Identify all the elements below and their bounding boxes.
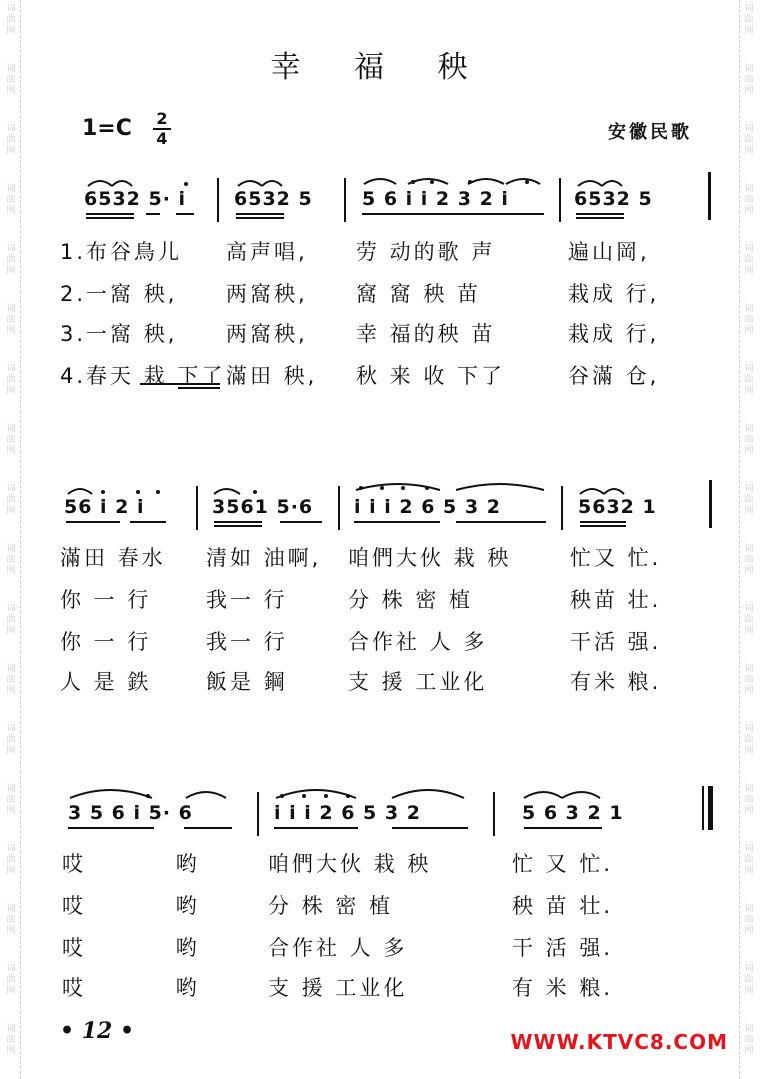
lyric: 飯是 鋼 bbox=[206, 670, 288, 694]
watermark-text: 词 曲 网 bbox=[6, 724, 16, 756]
watermark-text: 词 曲 网 bbox=[744, 484, 754, 516]
watermark-text: 词 曲 网 bbox=[6, 124, 16, 156]
watermark-text: 词 曲 网 bbox=[6, 304, 16, 336]
measure-note: 3 5 6 i 5· 6 bbox=[68, 802, 193, 824]
lyric: 遍山岡, bbox=[568, 240, 650, 264]
watermark-text: 词 曲 网 bbox=[6, 484, 16, 516]
watermark-text: 词 曲 网 bbox=[744, 304, 754, 336]
watermark-text: 词 曲 网 bbox=[6, 604, 16, 636]
watermark-text: 词 曲 网 bbox=[6, 1024, 16, 1056]
measure-note: 6532 5 bbox=[234, 188, 313, 210]
song-title: 幸 福 秧 bbox=[270, 50, 490, 85]
lyric: 谷滿 仓, bbox=[568, 364, 660, 388]
lyric: 人 是 鉄 bbox=[60, 670, 152, 694]
lyric: 高声唱, bbox=[226, 240, 308, 264]
measure-note: 56 i 2 i bbox=[64, 496, 145, 518]
lyric: 幸 福的秧 苗 bbox=[356, 322, 496, 346]
lyric: 2.一窩 秧, bbox=[60, 282, 178, 306]
song-source: 安徽民歌 bbox=[608, 122, 692, 143]
lyric: 1.布谷鳥儿 bbox=[60, 240, 183, 264]
watermark-text: 词 曲 网 bbox=[744, 904, 754, 936]
watermark-text: 词 曲 网 bbox=[744, 1024, 754, 1056]
lyric: 两窩秧, bbox=[226, 322, 308, 346]
time-signature-bottom: 4 bbox=[156, 129, 168, 148]
lyric: 滿田 春水 bbox=[60, 546, 166, 570]
lyric: 有米 粮. bbox=[570, 670, 662, 694]
measure-note: 3561 5·6 bbox=[212, 496, 314, 518]
lyric: 劳 动的歌 声 bbox=[356, 240, 496, 264]
lyric: 你 一 行 bbox=[60, 588, 152, 612]
watermark-text: 词 曲 网 bbox=[6, 964, 16, 996]
lyric: 我一 行 bbox=[206, 588, 288, 612]
lyric: 窩 窩 秧 苗 bbox=[356, 282, 482, 306]
lyric: 忙 又 忙. bbox=[512, 852, 614, 876]
lyric: 合作社 人 多 bbox=[348, 630, 488, 654]
watermark-text: 词 曲 网 bbox=[6, 184, 16, 216]
lyric: 秋 来 收 下了 bbox=[356, 364, 506, 388]
lyric: 哎 哟 bbox=[62, 894, 200, 918]
lyric: 栽成 行, bbox=[568, 282, 660, 306]
watermark-text: 词 曲 网 bbox=[6, 784, 16, 816]
watermark-text: 词 曲 网 bbox=[744, 4, 754, 36]
watermark-text: 词 曲 网 bbox=[6, 904, 16, 936]
lyric: 栽成 行, bbox=[568, 322, 660, 346]
lyric: 哎 哟 bbox=[62, 936, 200, 960]
lyric: 干活 强. bbox=[570, 630, 662, 654]
measure-note: i i i 2 6 5 3 2 bbox=[354, 496, 501, 518]
watermark-text: 词 曲 网 bbox=[744, 604, 754, 636]
site-watermark: WWW.KTVC8.COM bbox=[510, 1030, 728, 1054]
watermark-text: 词 曲 网 bbox=[744, 664, 754, 696]
lyric: 哎 哟 bbox=[62, 976, 200, 1000]
page-number: • 12 • bbox=[60, 1018, 135, 1044]
lyric: 干 活 强. bbox=[512, 936, 614, 960]
measure-note: 5632 1 bbox=[578, 496, 657, 518]
lyric: 分 株 密 植 bbox=[268, 894, 394, 918]
watermark-text: 词 曲 网 bbox=[6, 244, 16, 276]
watermark-text: 词 曲 网 bbox=[6, 424, 16, 456]
measure-note: 6532 5· i bbox=[84, 188, 187, 210]
watermark-text: 词 曲 网 bbox=[744, 544, 754, 576]
key-signature: 1=C bbox=[82, 116, 132, 141]
watermark-text: 词 曲 网 bbox=[6, 544, 16, 576]
lyric: 咱們大伙 栽 秧 bbox=[268, 852, 432, 876]
watermark-text: 词 曲 网 bbox=[744, 844, 754, 876]
lyric: 我一 行 bbox=[206, 630, 288, 654]
lyric: 你 一 行 bbox=[60, 630, 152, 654]
watermark-text: 词 曲 网 bbox=[6, 664, 16, 696]
time-signature-top: 2 bbox=[156, 109, 168, 128]
watermark-text: 词 曲 网 bbox=[744, 184, 754, 216]
watermark-text: 词 曲 网 bbox=[6, 844, 16, 876]
lyric: 滿田 秧, bbox=[226, 364, 318, 388]
lyric: 支 援 工业化 bbox=[268, 976, 408, 1000]
lyric: 哎 哟 bbox=[62, 852, 200, 876]
measure-note: i i i 2 6 5 3 2 bbox=[274, 802, 421, 824]
watermark-text: 词 曲 网 bbox=[744, 424, 754, 456]
measure-note: 6532 5 bbox=[574, 188, 653, 210]
watermark-text: 词 曲 网 bbox=[6, 64, 16, 96]
lyric: 秧苗 壮. bbox=[570, 588, 662, 612]
lyric: 咱們大伙 栽 秧 bbox=[348, 546, 512, 570]
lyric: 清如 油啊, bbox=[206, 546, 322, 570]
watermark-text: 词 曲 网 bbox=[6, 364, 16, 396]
watermark-text: 词 曲 网 bbox=[6, 4, 16, 36]
lyric: 两窩秧, bbox=[226, 282, 308, 306]
watermark-text: 词 曲 网 bbox=[744, 64, 754, 96]
measure-note: 5 6 i i 2 3 2 i bbox=[362, 188, 509, 210]
lyric: 分 株 密 植 bbox=[348, 588, 474, 612]
watermark-text: 词 曲 网 bbox=[744, 364, 754, 396]
watermark-text: 词 曲 网 bbox=[744, 124, 754, 156]
measure-note: 5 6 3 2 1 bbox=[522, 802, 624, 824]
lyric: 合作社 人 多 bbox=[268, 936, 408, 960]
lyric: 秧 苗 壮. bbox=[512, 894, 614, 918]
lyric: 有 米 粮. bbox=[512, 976, 614, 1000]
watermark-text: 词 曲 网 bbox=[744, 244, 754, 276]
watermark-text: 词 曲 网 bbox=[744, 724, 754, 756]
watermark-text: 词 曲 网 bbox=[744, 784, 754, 816]
lyric: 4.春天 栽 下了 bbox=[60, 364, 226, 388]
watermark-text: 词 曲 网 bbox=[744, 964, 754, 996]
lyric: 支 援 工业化 bbox=[348, 670, 488, 694]
lyric: 忙又 忙. bbox=[570, 546, 662, 570]
lyric: 3.一窩 秧, bbox=[60, 322, 178, 346]
